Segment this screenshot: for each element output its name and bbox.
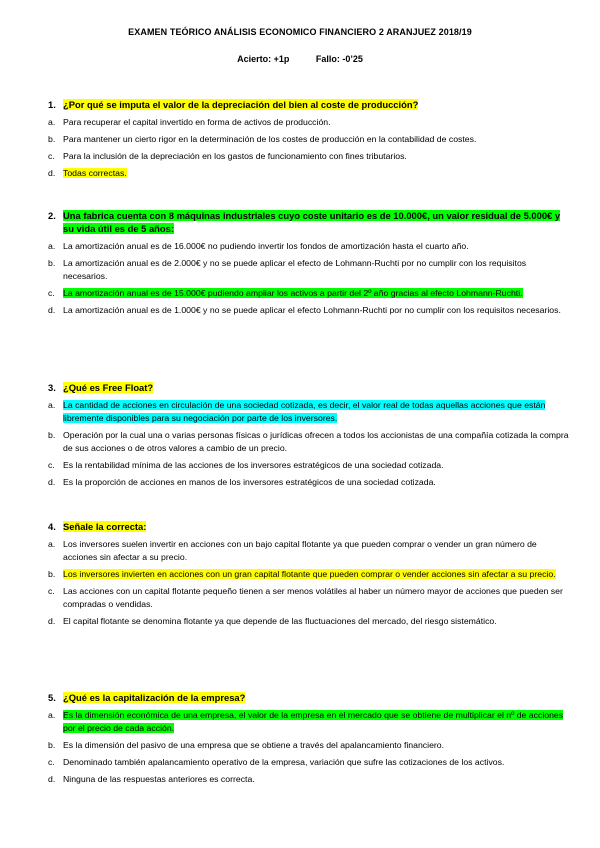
- option-d: [48, 167, 572, 180]
- option-text: Los inversores suelen invertir en acciones con un bajo capital flotante ya que pueden comprar o vender un gran número de acciones sin afectar a su precio.: [63, 539, 537, 562]
- option-b: [48, 568, 572, 581]
- option-text: Para la inclusión de la depreciación en los gastos de funcionamiento con fines tributarios.: [63, 151, 407, 161]
- question-text: ¿Qué es Free Float?: [63, 382, 154, 393]
- option-c: [48, 287, 572, 300]
- option-b: [48, 133, 572, 146]
- question-5: [48, 691, 572, 790]
- option-text: Para mantener un cierto rigor en la determinación de los costes de producción en la contabilidad de costes.: [63, 134, 477, 144]
- options-list: [48, 116, 572, 180]
- option-letter: c.: [48, 586, 55, 596]
- option-d: [48, 476, 572, 489]
- options-list: [48, 399, 572, 489]
- option-text: Los inversores invierten en acciones con un gran capital flotante que pueden comprar o vender acciones sin afectar a su precio.: [63, 569, 556, 579]
- option-text: Es la rentabilidad mínima de las acciones de los inversores estratégicos de una sociedad cotizada.: [63, 460, 444, 470]
- option-a: [48, 538, 572, 564]
- exam-title: EXAMEN TEÓRICO ANÁLISIS ECONOMICO FINANCIERO 2 ARANJUEZ 2018/19: [128, 27, 472, 37]
- option-text: Las acciones con un capital flotante pequeño tienen a ser menos volátiles al haber un número mayor de acciones que pueden ser compradas o vendidas.: [63, 586, 563, 609]
- options-list: [48, 538, 572, 628]
- options-list: [48, 709, 572, 786]
- option-a: [48, 399, 572, 425]
- option-text: La cantidad de acciones en circulación de una sociedad cotizada, es decir, el valor real de todas aquellas acciones que están libremente disponibles para su negociación por parte de los inversores.: [63, 400, 546, 423]
- option-letter: c.: [48, 151, 55, 161]
- option-a: [48, 240, 572, 253]
- option-letter: d.: [48, 477, 56, 487]
- option-letter: d.: [48, 616, 56, 626]
- question-text: Una fabrica cuenta con 8 máquinas industriales cuyo coste unitario es de 10.000€, un valor residual de 5.000€ y su vida útil es de 5 años:: [63, 210, 561, 234]
- option-letter: c.: [48, 288, 55, 298]
- option-text: El capital flotante se denomina flotante ya que depende de las fluctuaciones del mercado, del riesgo sistemático.: [63, 616, 497, 626]
- option-letter: d.: [48, 305, 56, 315]
- option-c: [48, 150, 572, 163]
- option-text: La amortización anual es de 1.000€ y no se puede aplicar el efecto Lohmann-Ruchti por no cumplir con los requisitos necesarios.: [63, 305, 561, 315]
- option-text: Todas correctas.: [63, 168, 127, 178]
- question-number: 2.: [48, 210, 56, 221]
- question-number: 4.: [48, 521, 56, 532]
- question-heading: [48, 520, 572, 533]
- option-text: Ninguna de las respuestas anteriores es correcta.: [63, 774, 255, 784]
- question-number: 3.: [48, 382, 56, 393]
- option-d: [48, 304, 572, 317]
- option-text: La amortización anual es de 2.000€ y no se puede aplicar el efecto de Lohmann-Ruchti por no cumplir con los requisitos necesarios.: [63, 258, 527, 281]
- option-text: Para recuperar el capital invertido en forma de activos de producción.: [63, 117, 331, 127]
- option-d: [48, 773, 572, 786]
- option-letter: c.: [48, 460, 55, 470]
- question-2: [48, 209, 572, 321]
- question-heading: [48, 209, 572, 235]
- option-letter: c.: [48, 757, 55, 767]
- option-text: La amortización anual es de 16.000€ no pudiendo invertir los fondos de amortización hasta el cuarto año.: [63, 241, 469, 251]
- question-3: [48, 381, 572, 493]
- correct-score: Acierto: +1p: [237, 54, 290, 64]
- option-text: Es la dimensión del pasivo de una empresa que se obtiene a través del apalancamiento financiero.: [63, 740, 445, 750]
- question-number: 1.: [48, 99, 56, 110]
- question-heading: [48, 98, 572, 111]
- question-heading: [48, 381, 572, 394]
- option-b: [48, 429, 572, 455]
- option-c: [48, 459, 572, 472]
- option-letter: b.: [48, 258, 56, 268]
- option-letter: d.: [48, 168, 56, 178]
- option-text: Operación por la cual una o varias personas físicas o jurídicas ofrecen a todos los accionistas de una compañía cotizada la compra de sus acciones o de otros valores a cambio de un precio.: [63, 430, 569, 453]
- option-text: Es la dimensión económica de una empresa, el valor de la empresa en el mercado que se obtiene de multiplicar el nº de acciones por el precio de cada acción.: [63, 710, 564, 733]
- question-1: [48, 98, 572, 184]
- option-letter: a.: [48, 117, 56, 127]
- options-list: [48, 240, 572, 317]
- option-letter: a.: [48, 710, 56, 720]
- option-letter: b.: [48, 430, 56, 440]
- option-a: [48, 116, 572, 129]
- option-text: Denominado también apalancamiento operativo de la empresa, variación que sufre las cotizaciones de los activos.: [63, 757, 505, 767]
- question-4: [48, 520, 572, 632]
- option-c: [48, 585, 572, 611]
- question-heading: [48, 691, 572, 704]
- option-letter: b.: [48, 134, 56, 144]
- question-text: ¿Por qué se imputa el valor de la depreciación del bien al coste de producción?: [63, 99, 419, 110]
- option-c: [48, 756, 572, 769]
- option-letter: a.: [48, 241, 56, 251]
- option-text: La amortización anual es de 15.000€ pudiendo ampliar los activos a partir del 2º año gracias al efecto Lohmann-Ruchti.: [63, 288, 523, 298]
- option-d: [48, 615, 572, 628]
- option-a: [48, 709, 572, 735]
- question-text: Señale la correcta:: [63, 521, 147, 532]
- question-text: ¿Qué es la capitalización de la empresa?: [63, 692, 246, 703]
- question-number: 5.: [48, 692, 56, 703]
- option-letter: a.: [48, 400, 56, 410]
- scoring-rules: [0, 54, 600, 64]
- option-b: [48, 739, 572, 752]
- wrong-score: Fallo: -0’25: [315, 54, 363, 64]
- option-text: Es la proporción de acciones en manos de los inversores estratégicos de una sociedad cotizada.: [63, 477, 436, 487]
- option-letter: a.: [48, 539, 56, 549]
- option-b: [48, 257, 572, 283]
- option-letter: b.: [48, 569, 56, 579]
- option-letter: b.: [48, 740, 56, 750]
- option-letter: d.: [48, 774, 56, 784]
